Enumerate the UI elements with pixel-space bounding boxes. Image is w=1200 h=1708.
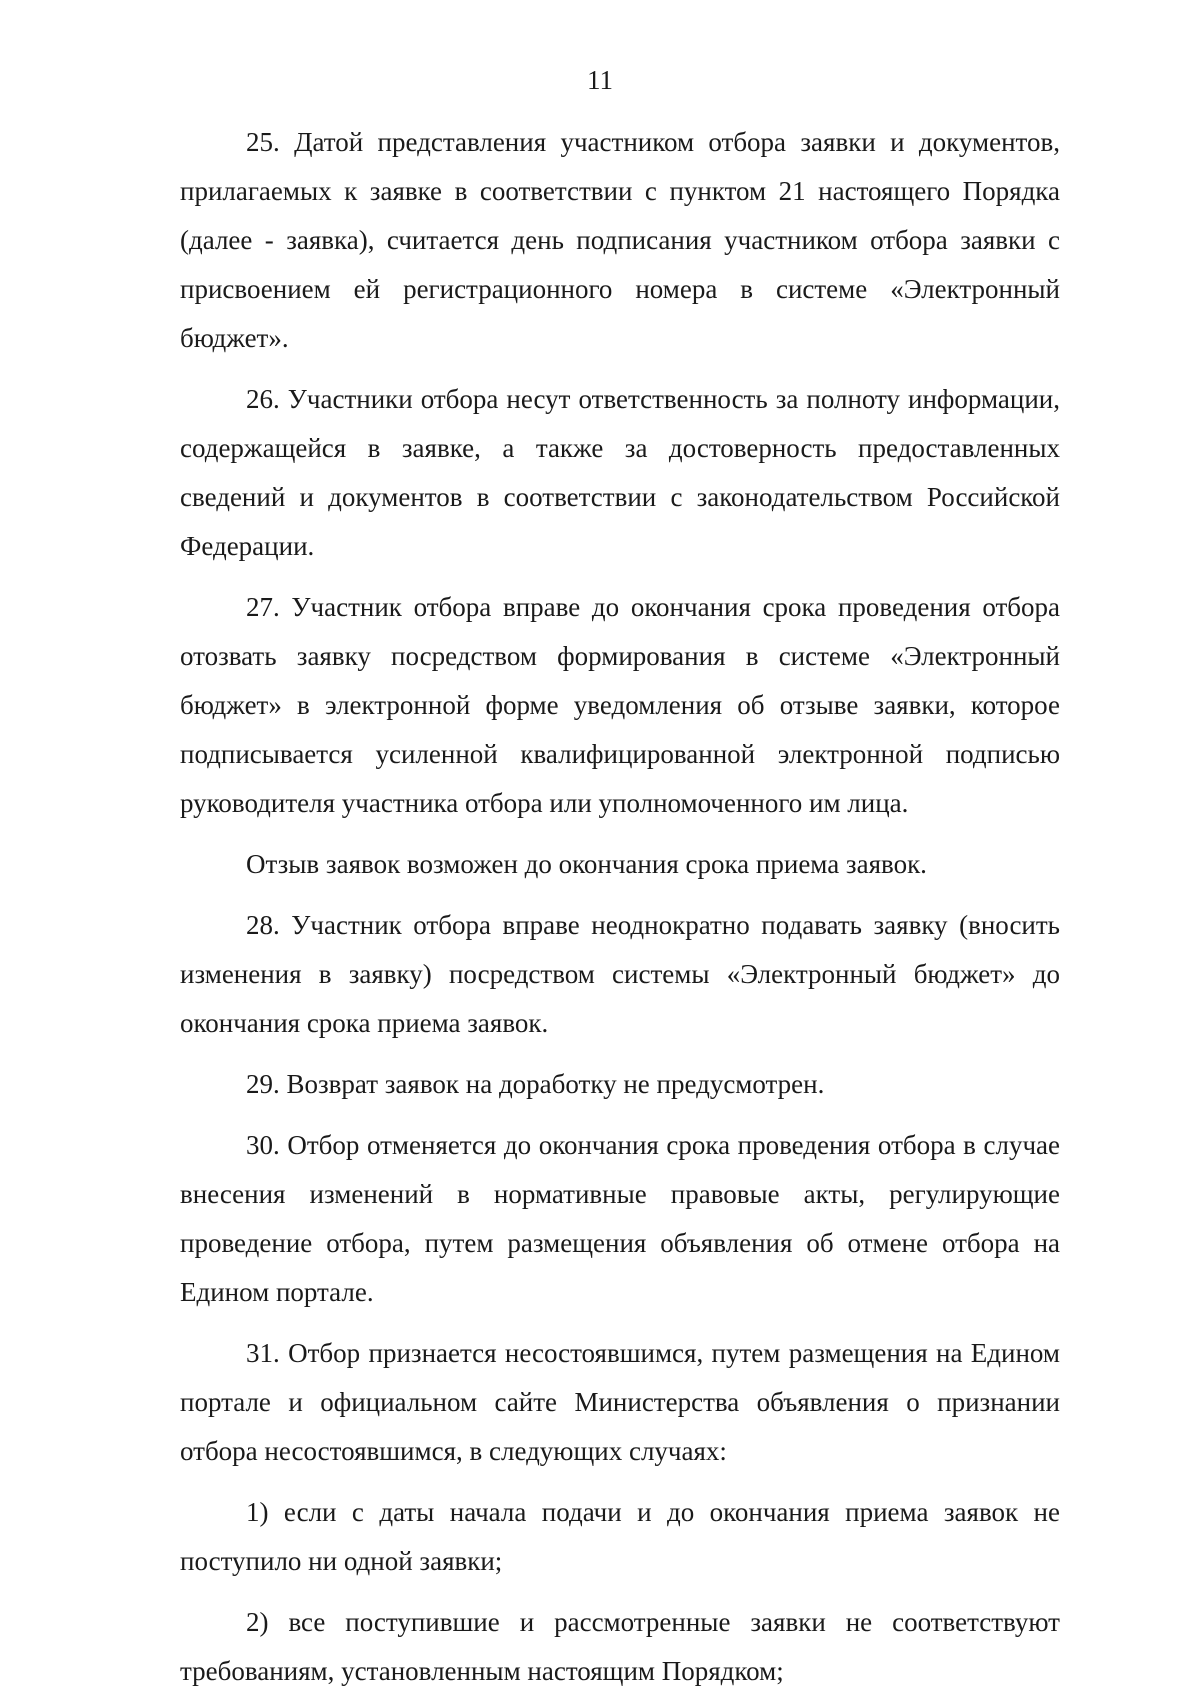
paragraph-30: 30. Отбор отменяется до окончания срока проведения отбора в случае внесения изменений в нормативные правовые акты, регулирующие проведение отбора, путем размещения объявления об отмене отбора на Едином портале. [180,1130,1060,1307]
paragraph-31: 31. Отбор признается несостоявшимся, путем размещения на Едином портале и официальном сайте Министерства объявления о признании отбора несостоявшимся, в следующих случаях: [180,1338,1060,1466]
list-item-1: 1) если с даты начала подачи и до окончания приема заявок не поступило ни одной заявки; [180,1497,1060,1576]
page-number: 11 [587,65,613,95]
paragraph-27-note: Отзыв заявок возможен до окончания срока приема заявок. [246,849,927,879]
document-body [180,118,1060,1708]
paragraph-25: 25. Датой представления участником отбора заявки и документов, прилагаемых к заявке в соответствии с пунктом 21 настоящего Порядка (далее - заявка), считается день подписания участником отбора заявки с присвоением ей регистрационного номера в системе «Электронный бюджет». [180,127,1060,353]
paragraph-26: 26. Участники отбора несут ответственность за полноту информации, содержащейся в заявке, а также за достоверность предоставленных сведений и документов в соответствии с законодательством Российской Федерации. [180,384,1060,561]
paragraph-29: 29. Возврат заявок на доработку не предусмотрен. [246,1069,825,1099]
paragraph-27: 27. Участник отбора вправе до окончания срока проведения отбора отозвать заявку посредством формирования в системе «Электронный бюджет» в электронной форме уведомления об отзыве заявки, которое подписывается усиленной квалифицированной электронной подписью руководителя участника отбора или уполномоченного им лица. [180,592,1060,818]
list-item-2: 2) все поступившие и рассмотренные заявки не соответствуют требованиям, установленным настоящим Порядком; [180,1607,1060,1686]
paragraph-28: 28. Участник отбора вправе неоднократно подавать заявку (вносить изменения в заявку) посредством системы «Электронный бюджет» до окончания срока приема заявок. [180,910,1060,1038]
